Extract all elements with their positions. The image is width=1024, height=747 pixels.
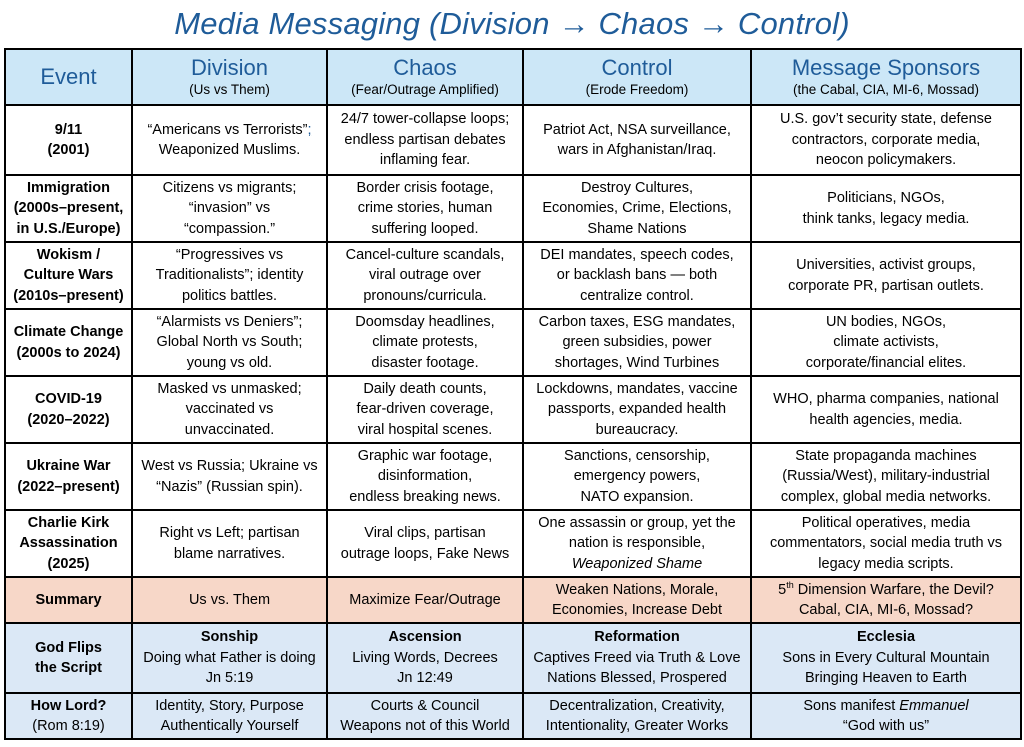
division-cell-911: “Americans vs Terrorists”; Weaponized Muslims. xyxy=(132,105,327,175)
event-cell-wokism: Wokism / Culture Wars (2010s–present) xyxy=(5,242,132,309)
sponsors-cell-how: Sons manifest Emmanuel “God with us” xyxy=(751,693,1021,739)
sponsors-cell-ukraine: State propaganda machines (Russia/West), military-industrial complex, global media networks. xyxy=(751,443,1021,510)
event-cell-ukraine: Ukraine War (2022–present) xyxy=(5,443,132,510)
division-cell-wokism: “Progressives vs Traditionalists”; identity politics battles. xyxy=(132,242,327,309)
summary-row xyxy=(5,577,1021,623)
control-cell-ukraine: Sanctions, censorship, emergency powers, NATO expansion. xyxy=(523,443,751,510)
control-cell-climate: Carbon taxes, ESG mandates, green subsidies, power shortages, Wind Turbines xyxy=(523,309,751,376)
control-cell-911: Patriot Act, NSA surveillance, wars in Afghanistan/Iraq. xyxy=(523,105,751,175)
sponsors-cell-kirk: Political operatives, media commentators, social media truth vs legacy media scripts. xyxy=(751,510,1021,577)
control-cell-wokism: DEI mandates, speech codes, or backlash bans — both centralize control. xyxy=(523,242,751,309)
division-cell-kirk: Right vs Left; partisan blame narratives. xyxy=(132,510,327,577)
god-flips-row xyxy=(5,623,1021,693)
chaos-cell-how: Courts & Council Weapons not of this World xyxy=(327,693,523,739)
event-cell-summary: Summary xyxy=(5,577,132,623)
sponsors-cell-immigration: Politicians, NGOs, think tanks, legacy media. xyxy=(751,175,1021,242)
chaos-cell-immigration: Border crisis footage, crime stories, human suffering looped. xyxy=(327,175,523,242)
table-row xyxy=(5,105,1021,175)
sponsors-cell-god: Ecclesia Sons in Every Cultural Mountain Bringing Heaven to Earth xyxy=(751,623,1021,693)
chaos-cell-ukraine: Graphic war footage, disinformation, endless breaking news. xyxy=(327,443,523,510)
control-cell-how: Decentralization, Creativity, Intentionality, Greater Works xyxy=(523,693,751,739)
table-row xyxy=(5,175,1021,242)
chaos-cell-wokism: Cancel-culture scandals, viral outrage over pronouns/curricula. xyxy=(327,242,523,309)
division-cell-how: Identity, Story, Purpose Authentically Yourself xyxy=(132,693,327,739)
header-row xyxy=(5,49,1021,105)
control-cell-god: Reformation Captives Freed via Truth & Love Nations Blessed, Prospered xyxy=(523,623,751,693)
control-cell-covid: Lockdowns, mandates, vaccine passports, expanded health bureaucracy. xyxy=(523,376,751,443)
sponsors-cell-wokism: Universities, activist groups, corporate PR, partisan outlets. xyxy=(751,242,1021,309)
event-cell-climate: Climate Change (2000s to 2024) xyxy=(5,309,132,376)
sponsors-cell-covid: WHO, pharma companies, national health agencies, media. xyxy=(751,376,1021,443)
division-cell-god: Sonship Doing what Father is doing Jn 5:19 xyxy=(132,623,327,693)
control-cell-immigration: Destroy Cultures, Economies, Crime, Elections, Shame Nations xyxy=(523,175,751,242)
division-cell-ukraine: West vs Russia; Ukraine vs “Nazis” (Russian spin). xyxy=(132,443,327,510)
table-row xyxy=(5,376,1021,443)
event-cell-covid: COVID-19 (2020–2022) xyxy=(5,376,132,443)
table-row xyxy=(5,309,1021,376)
table-row xyxy=(5,443,1021,510)
division-cell-climate: “Alarmists vs Deniers”; Global North vs South; young vs old. xyxy=(132,309,327,376)
event-cell-911: 9/11 (2001) xyxy=(5,105,132,175)
chaos-cell-911: 24/7 tower-collapse loops; endless partisan debates inflaming fear. xyxy=(327,105,523,175)
header-division: Division (Us vs Them) xyxy=(132,49,327,105)
control-cell-kirk: One assassin or group, yet the nation is responsible, Weaponized Shame xyxy=(523,510,751,577)
control-cell-summary: Weaken Nations, Morale, Economies, Increase Debt xyxy=(523,577,751,623)
header-control: Control (Erode Freedom) xyxy=(523,49,751,105)
media-messaging-table xyxy=(4,48,1022,740)
sponsors-cell-climate: UN bodies, NGOs, climate activists, corporate/financial elites. xyxy=(751,309,1021,376)
event-cell-god: God Flips the Script xyxy=(5,623,132,693)
chaos-cell-god: Ascension Living Words, Decrees Jn 12:49 xyxy=(327,623,523,693)
table-row xyxy=(5,510,1021,577)
division-cell-covid: Masked vs unmasked; vaccinated vs unvaccinated. xyxy=(132,376,327,443)
chaos-cell-kirk: Viral clips, partisan outrage loops, Fake News xyxy=(327,510,523,577)
page-title: Media Messaging (Division → Chaos → Control) xyxy=(174,6,850,41)
event-cell-how: How Lord? (Rom 8:19) xyxy=(5,693,132,739)
event-cell-immigration: Immigration (2000s–present, in U.S./Europe) xyxy=(5,175,132,242)
header-sponsors: Message Sponsors (the Cabal, CIA, MI-6, Mossad) xyxy=(751,49,1021,105)
chaos-cell-climate: Doomsday headlines, climate protests, disaster footage. xyxy=(327,309,523,376)
header-event: Event xyxy=(5,49,132,105)
chaos-cell-summary: Maximize Fear/Outrage xyxy=(327,577,523,623)
sponsors-cell-summary: 5th Dimension Warfare, the Devil? Cabal, CIA, MI-6, Mossad? xyxy=(751,577,1021,623)
division-cell-immigration: Citizens vs migrants; “invasion” vs “compassion.” xyxy=(132,175,327,242)
division-cell-summary: Us vs. Them xyxy=(132,577,327,623)
event-cell-kirk: Charlie Kirk Assassination (2025) xyxy=(5,510,132,577)
sponsors-cell-911: U.S. gov’t security state, defense contractors, corporate media, neocon policymakers. xyxy=(751,105,1021,175)
how-lord-row xyxy=(5,693,1021,739)
header-chaos: Chaos (Fear/Outrage Amplified) xyxy=(327,49,523,105)
table-row xyxy=(5,242,1021,309)
chaos-cell-covid: Daily death counts, fear-driven coverage, viral hospital scenes. xyxy=(327,376,523,443)
